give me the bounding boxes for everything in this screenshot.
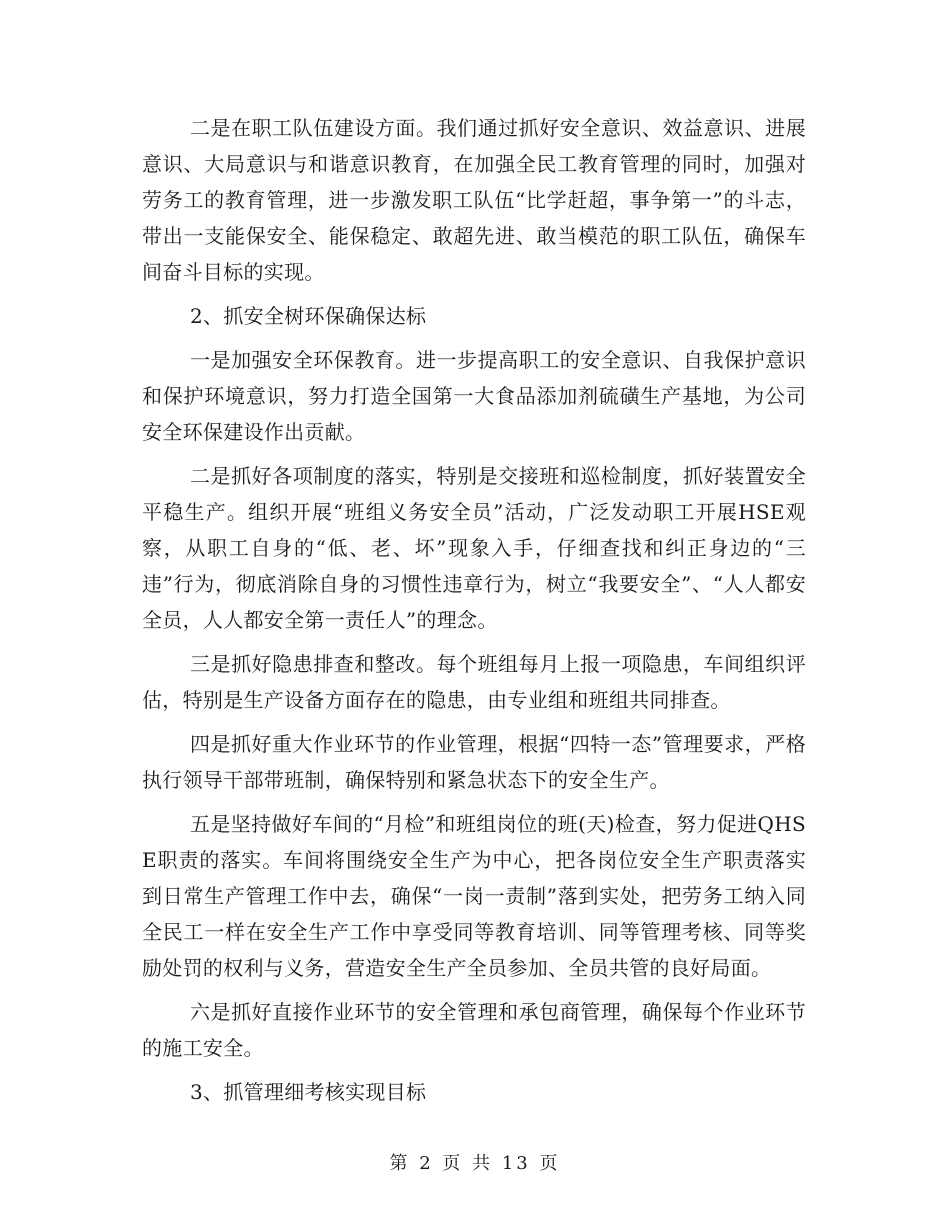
section-heading-management: 3、抓管理细考核实现目标 [190,1080,427,1104]
paragraph-workforce: 二是在职工队伍建设方面。我们通过抓好安全意识、效益意识、进展意识、大局意识与和谐意识教育，在加强全民工教育管理的同时，加强对劳务工的教育管理，进一步激发职工队伍“比学赶超，事争第一”的斗志，带出一支能保安全、能保稳定、敢超先进、敢当模范的职工队伍，确保车间奋斗目标的实现。 [142,116,806,284]
document-body [142,110,806,1118]
section-heading-safety: 2、抓安全树环保确保达标 [190,304,427,328]
page-number-footer: 第 2 页 共 13 页 [389,1153,561,1174]
paragraph-monthly-check: 五是坚持做好车间的“月检”和班组岗位的班(天)检查，努力促进QHSE职责的落实。车间将围绕安全生产为中心，把各岗位安全生产职责落实到日常生产管理工作中去，确保“一岗一责制”落到实处，把劳务工纳入同全民工一样在安全生产工作中享受同等教育培训、同等管理考核、同等奖励处罚的权利与义务，营造安全生产全员参加、全员共管的良好局面。 [142,812,806,980]
paragraph-safety-education: 一是加强安全环保教育。进一步提高职工的安全意识、自我保护意识和保护环境意识，努力打造全国第一大食品添加剂硫磺生产基地，为公司安全环保建设作出贡献。 [142,348,806,444]
paragraph-system-implementation: 二是抓好各项制度的落实，特别是交接班和巡检制度，抓好装置安全平稳生产。组织开展“班组义务安全员”活动，广泛发动职工开展HSE观察，从职工自身的“低、老、坏”现象入手，仔细查找和纠正身边的“三违”行为，彻底消除自身的习惯性违章行为，树立“我要安全”、“人人都安全员，人人都安全第一责任人”的理念。 [142,464,806,632]
paragraph-hazard-check: 三是抓好隐患排查和整改。每个班组每月上报一项隐患，车间组织评估，特别是生产设备方面存在的隐患，由专业组和班组共同排查。 [142,652,806,712]
paragraph-major-operations: 四是抓好重大作业环节的作业管理，根据“四特一态”管理要求，严格执行领导干部带班制，确保特别和紧急状态下的安全生产。 [142,732,806,792]
paragraph-contractor-management: 六是抓好直接作业环节的安全管理和承包商管理，确保每个作业环节的施工安全。 [142,1000,806,1060]
